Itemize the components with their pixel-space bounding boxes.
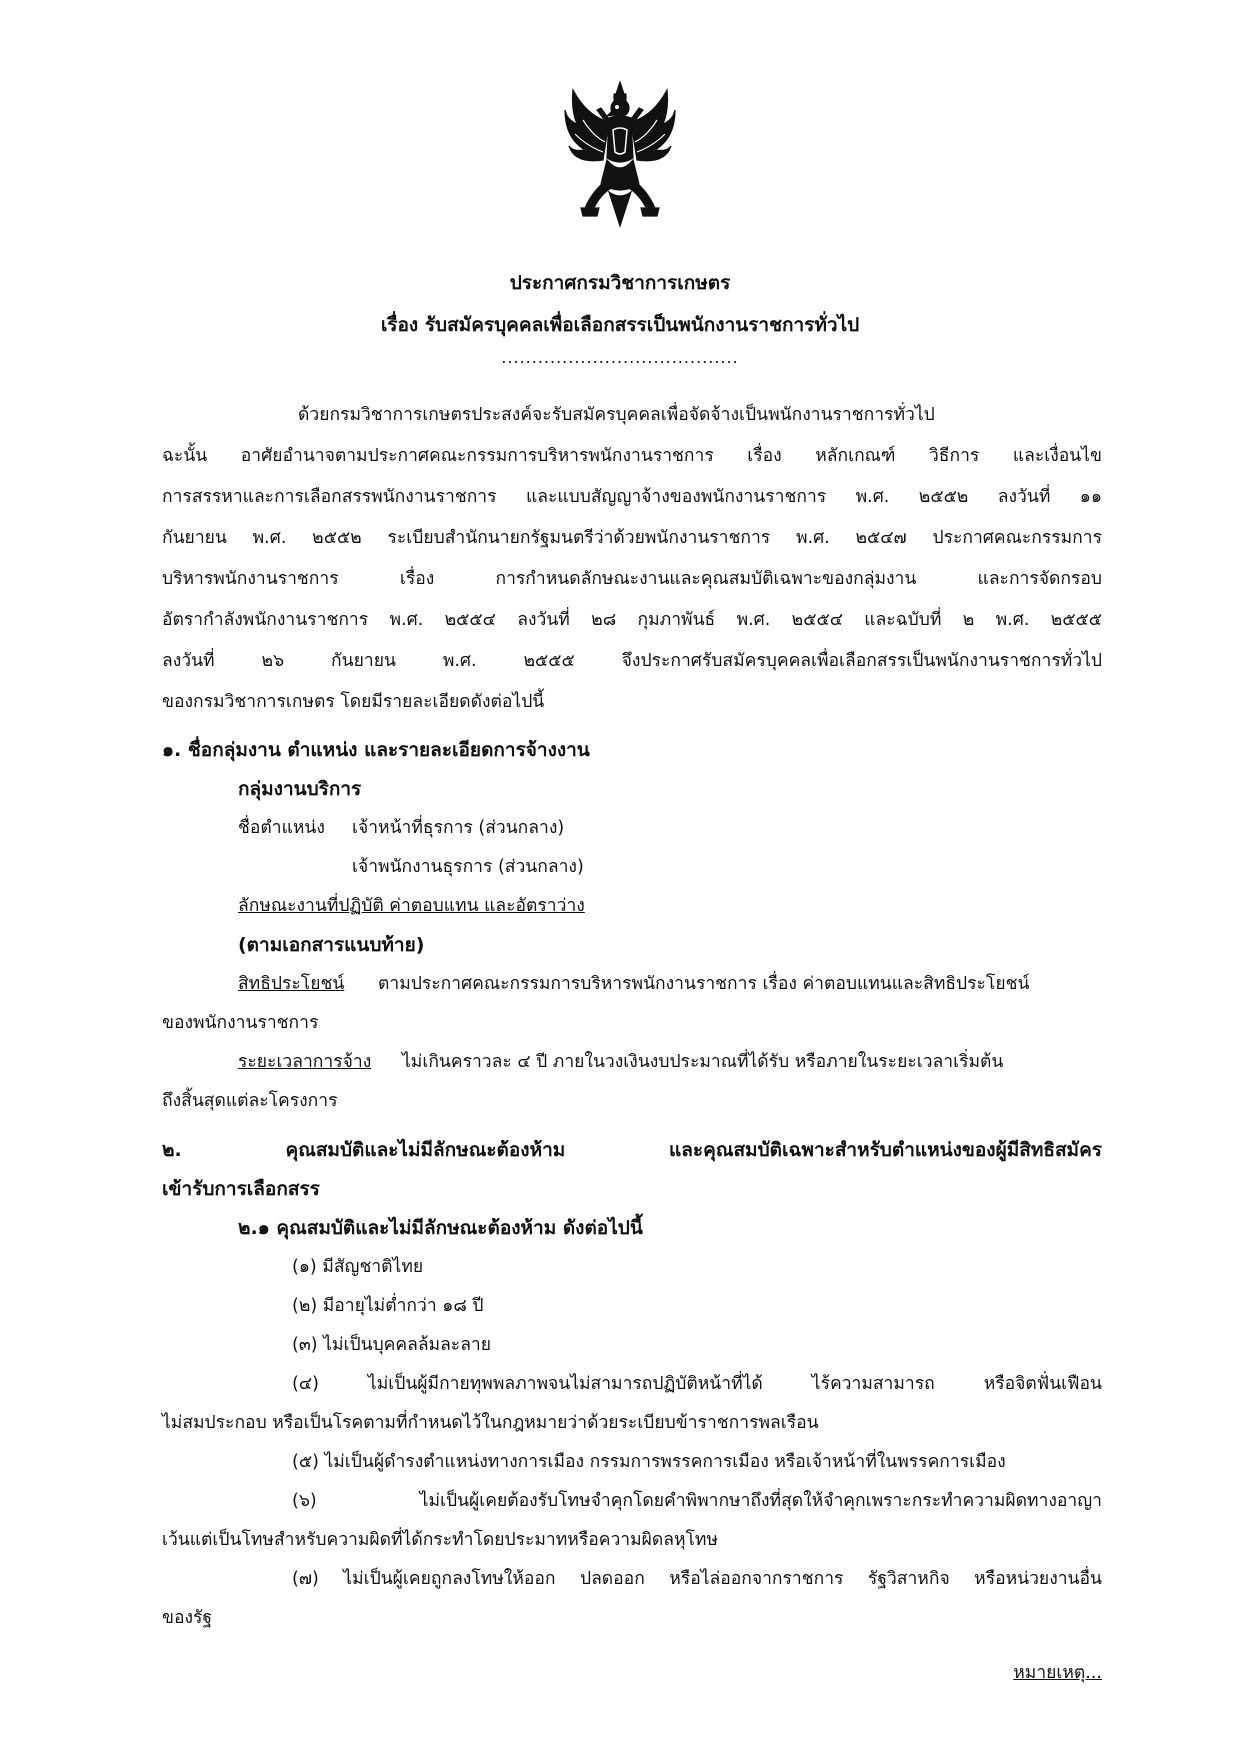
qualification-item-3: (๓) ไม่เป็นบุคคลล้มละลาย xyxy=(292,1335,492,1355)
title-separator: ....................................... xyxy=(501,348,739,367)
qualification-item-4-cont: ไม่สมประกอบ หรือเป็นโรคตามที่กำหนดไว้ในกฎหมายว่าด้วยระเบียบข้าราชการพลเรือน xyxy=(162,1413,819,1433)
qualification-item-1: (๑) มีสัญชาติไทย xyxy=(292,1257,424,1277)
qualification-item-4: (๔) ไม่เป็นผู้มีกายทุพพลภาพจนไม่สามารถปฏิบัติหน้าที่ได้ ไร้ความสามารถ หรือจิตฟั่นเฟือน xyxy=(292,1374,1102,1394)
position-name-2: เจ้าพนักงานธุรการ (ส่วนกลาง) xyxy=(352,857,584,877)
qualification-item-7: (๗) ไม่เป็นผู้เคยถูกลงโทษให้ออก ปลดออก หรือไล่ออกจากราชการ รัฐวิสาหกิจ หรือหน่วยงานอื่น xyxy=(292,1569,1102,1589)
intro-line-5: บริหารพนักงานราชการ เรื่อง การกำหนดลักษณะงานและคุณสมบัติเฉพาะของกลุ่มงาน และการจัดกรอบ xyxy=(162,569,1102,589)
section-2-heading-cont: เข้ารับการเลือกสรร xyxy=(162,1178,320,1200)
qualification-item-6-cont: เว้นแต่เป็นโทษสำหรับความผิดที่ได้กระทำโดยประมาทหรือความผิดลหุโทษ xyxy=(162,1530,718,1550)
work-group-name: กลุ่มงานบริการ xyxy=(238,778,362,800)
attachment-note: (ตามเอกสารแนบท้าย) xyxy=(238,934,425,956)
intro-line-6: อัตรากำลังพนักงานราชการ พ.ศ. ๒๕๕๔ ลงวันที่ ๒๘ กุมภาพันธ์ พ.ศ. ๒๕๕๔ และฉบับที่ ๒ พ.ศ. ๒๕๕๕ xyxy=(162,610,1102,630)
benefits-label: สิทธิประโยชน์ xyxy=(238,974,345,994)
benefits-text: ตามประกาศคณะกรรมการบริหารพนักงานราชการ เรื่อง ค่าตอบแทนและสิทธิประโยชน์ xyxy=(378,974,1030,994)
section-1-heading: ๑. ชื่อกลุ่มงาน ตำแหน่ง และรายละเอียดการจ้างงาน xyxy=(162,739,590,761)
intro-line-2: ฉะนั้น อาศัยอำนาจตามประกาศคณะกรรมการบริหารพนักงานราชการ เรื่อง หลักเกณฑ์ วิธีการ และเงื่อนไข xyxy=(162,446,1102,466)
qualification-item-2: (๒) มีอายุไม่ต่ำกว่า ๑๘ ปี xyxy=(292,1296,484,1316)
qualification-item-7-cont: ของรัฐ xyxy=(162,1608,213,1628)
employment-term-cont: ถึงสิ้นสุดแต่ละโครงการ xyxy=(162,1091,338,1111)
position-label: ชื่อตำแหน่ง xyxy=(238,818,325,838)
intro-line-8: ของกรมวิชาการเกษตร โดยมีรายละเอียดดังต่อไปนี้ xyxy=(162,692,545,712)
benefits-text-cont: ของพนักงานราชการ xyxy=(162,1013,319,1033)
intro-line-3: การสรรหาและการเลือกสรรพนักงานราชการ และแบบสัญญาจ้างของพนักงานราชการ พ.ศ. ๒๕๕๒ ลงวันที่ ๑๑ xyxy=(162,487,1102,507)
duties-label: ลักษณะงานที่ปฏิบัติ ค่าตอบแทน และอัตราว่าง xyxy=(238,896,585,916)
qualification-item-6: (๖) ไม่เป็นผู้เคยต้องรับโทษจำคุกโดยคำพิพากษาถึงที่สุดให้จำคุกเพราะกระทำความผิดทางอาญา xyxy=(292,1491,1102,1511)
garuda-emblem-icon xyxy=(563,80,678,230)
employment-term-text: ไม่เกินคราวละ ๔ ปี ภายในวงเงินงบประมาณที่ได้รับ หรือภายในระยะเวลาเริ่มต้น xyxy=(402,1052,1004,1072)
section-2-1-heading: ๒.๑ คุณสมบัติและไม่มีลักษณะต้องห้าม ดังต่อไปนี้ xyxy=(238,1217,643,1239)
announcement-title: ประกาศกรมวิชาการเกษตร xyxy=(509,272,731,294)
announcement-subject: เรื่อง รับสมัครบุคคลเพื่อเลือกสรรเป็นพนักงานราชการทั่วไป xyxy=(380,314,860,336)
employment-term-label: ระยะเวลาการจ้าง xyxy=(238,1052,372,1072)
qualification-item-5: (๕) ไม่เป็นผู้ดำรงตำแหน่งทางการเมือง กรรมการพรรคการเมือง หรือเจ้าหน้าที่ในพรรคการเมือง xyxy=(292,1452,1006,1472)
section-2-heading: ๒. คุณสมบัติและไม่มีลักษณะต้องห้าม และคุณสมบัติเฉพาะสำหรับตำแหน่งของผู้มีสิทธิสมัคร xyxy=(162,1139,1102,1161)
continued-note: หมายเหตุ... xyxy=(1013,1663,1102,1683)
intro-line-4: กันยายน พ.ศ. ๒๕๕๒ ระเบียบสำนักนายกรัฐมนตรีว่าด้วยพนักงานราชการ พ.ศ. ๒๕๔๗ ประกาศคณะกรรมการ xyxy=(162,528,1102,548)
position-name-1: เจ้าหน้าที่ธุรการ (ส่วนกลาง) xyxy=(352,818,565,838)
intro-line-7: ลงวันที่ ๒๖ กันยายน พ.ศ. ๒๕๕๕ จึงประกาศรับสมัครบุคคลเพื่อเลือกสรรเป็นพนักงานราชการทั่วไป xyxy=(162,651,1102,671)
intro-line-1: ด้วยกรมวิชาการเกษตรประสงค์จะรับสมัครบุคคลเพื่อจัดจ้างเป็นพนักงานราชการทั่วไป xyxy=(298,405,935,425)
